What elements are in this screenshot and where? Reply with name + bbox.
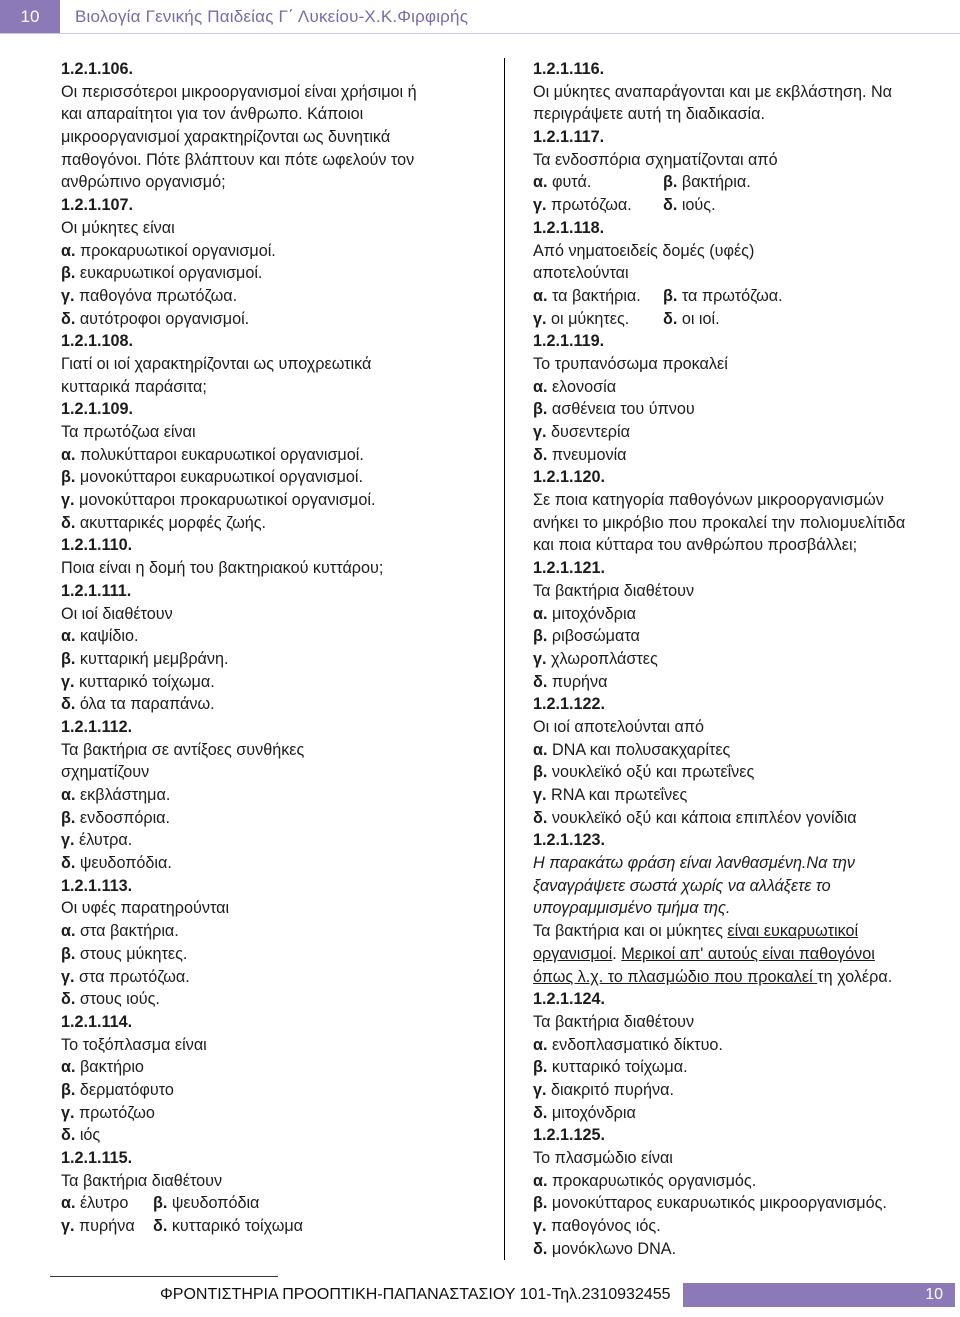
option-cell <box>533 171 663 194</box>
option-letter: γ. <box>61 286 75 305</box>
answer-option <box>61 829 491 852</box>
answer-option <box>61 1102 491 1125</box>
answer-option <box>61 648 491 671</box>
question-number: 1.2.1.117. <box>533 128 605 147</box>
text-line: Τα πρωτόζωα είναι <box>61 423 196 441</box>
underlined-text: Μερικοί απ' αυτούς είναι παθογόνοι <box>621 944 875 963</box>
option-letter: δ. <box>61 309 76 328</box>
text-line: και ποια κύτταρα του ανθρώπου προσβάλλει; <box>533 536 858 555</box>
option-letter: α. <box>533 173 548 192</box>
option-letter: γ. <box>61 967 75 986</box>
text-line <box>533 920 943 943</box>
text-line: Τα βακτήρια διαθέτουν <box>533 1012 695 1031</box>
option-text: δερματόφυτο <box>75 1080 174 1099</box>
option-letter: γ. <box>61 1217 75 1236</box>
option-letter: δ. <box>61 854 76 873</box>
option-text: βακτήριο <box>75 1058 144 1077</box>
question-number: 1.2.1.110. <box>61 536 133 555</box>
question-number: 1.2.1.112. <box>61 717 133 736</box>
option-cell <box>533 194 663 217</box>
option-letter: β. <box>663 286 678 305</box>
option-letter: β. <box>533 763 548 782</box>
option-letter: β. <box>61 264 76 283</box>
option-letter: α. <box>61 1194 76 1213</box>
option-letter: δ. <box>533 672 548 691</box>
answer-option <box>61 240 491 263</box>
option-letter: β. <box>153 1194 168 1213</box>
answer-option <box>533 1102 943 1125</box>
question-number: 1.2.1.122. <box>533 695 606 714</box>
option-letter: α. <box>533 740 548 759</box>
option-text: πρωτόζωο <box>74 1103 155 1122</box>
question-number: 1.2.1.120. <box>533 468 606 487</box>
answer-option <box>533 671 943 694</box>
answer-option <box>533 625 943 648</box>
option-letter: β. <box>533 627 548 646</box>
text-line: παθογόνοι. Πότε βλάπτουν και πότε ωφελούν τον <box>61 150 415 169</box>
option-text: ριβοσώματα <box>547 627 640 646</box>
text-line: Οι ιοί διαθέτουν <box>61 604 173 623</box>
option-text: οι ιοί. <box>677 309 720 328</box>
text-line: Οι υφές παρατηρούνται <box>61 899 230 918</box>
option-text: στα βακτήρια. <box>75 922 179 941</box>
left-column <box>61 58 491 1238</box>
option-letter: γ. <box>61 672 75 691</box>
option-cell <box>533 285 663 308</box>
option-letter: α. <box>61 241 76 260</box>
option-text: ιούς. <box>677 196 716 215</box>
option-letter: γ. <box>533 1217 547 1236</box>
text-line: Τα βακτήρια σε αντίξοες συνθήκες <box>61 740 305 759</box>
option-text: κυτταρικό τοίχωμα. <box>74 672 215 691</box>
answer-option <box>61 807 491 830</box>
option-letter: δ. <box>533 445 548 464</box>
option-letter: α. <box>533 1171 548 1190</box>
text-line: περιγράψετε αυτή τη διαδικασία. <box>533 105 765 124</box>
option-text: ψευδοπόδια <box>167 1194 260 1213</box>
answer-option <box>533 739 943 762</box>
option-letter: δ. <box>61 513 76 532</box>
option-letter: γ. <box>533 1080 547 1099</box>
header-rule <box>0 33 960 34</box>
option-text: φυτά. <box>547 173 592 192</box>
option-letter: β. <box>533 400 548 419</box>
option-text: ευκαρυωτικοί οργανισμοί. <box>75 264 263 283</box>
underlined-text: οργανισμοί <box>533 944 613 963</box>
answer-option <box>61 308 491 331</box>
answer-option <box>533 784 943 807</box>
option-letter: δ. <box>533 1239 548 1258</box>
underlined-text: όπως λ.χ. το πλασμώδιο που προκαλεί <box>533 967 818 986</box>
answer-option <box>533 648 943 671</box>
question-number: 1.2.1.114. <box>61 1012 133 1031</box>
option-letter: α. <box>61 445 76 464</box>
right-column <box>533 58 943 1260</box>
option-cell <box>61 1215 153 1238</box>
option-letter: β. <box>533 1194 548 1213</box>
answer-option <box>61 1192 491 1215</box>
answer-option <box>533 807 943 830</box>
text-line: και απαραίτητοι για τον άνθρωπο. Κάποιοι <box>61 105 364 124</box>
option-letter: γ. <box>533 196 547 215</box>
option-text: ψευδοπόδια. <box>75 854 172 873</box>
option-text: RNA και πρωτεΐνες <box>546 786 688 804</box>
option-text: έλυτρο <box>75 1194 129 1213</box>
text-line: Σε ποια κατηγορία παθογόνων μικροοργανισμών <box>533 491 884 510</box>
answer-option <box>533 1079 943 1102</box>
question-number: 1.2.1.125. <box>533 1126 606 1145</box>
option-letter: α. <box>61 627 76 646</box>
option-letter: γ. <box>533 309 547 328</box>
question-number: 1.2.1.119. <box>533 332 605 351</box>
text-line: Οι μύκητες είναι <box>61 218 175 237</box>
text-line: Από νηματοειδείς δομές (υφές) <box>533 241 755 260</box>
option-text: πολυκύτταροι ευκαρυωτικοί οργανισμοί. <box>75 445 364 464</box>
question-number: 1.2.1.111. <box>61 581 132 600</box>
option-text: πνευμονία <box>547 445 627 464</box>
option-text: διακριτό πυρήνα. <box>546 1080 674 1099</box>
answer-option <box>533 398 943 421</box>
option-text: πυρήνα <box>74 1217 135 1236</box>
option-text: πυρήνα <box>547 672 608 691</box>
option-letter: α. <box>533 286 548 305</box>
answer-option <box>61 671 491 694</box>
answer-option <box>61 966 491 989</box>
footer-rule <box>50 1276 278 1277</box>
option-text: κυτταρική μεμβράνη. <box>75 649 229 668</box>
option-letter: β. <box>61 1080 76 1099</box>
option-text: ακυτταρικές μορφές ζωής. <box>75 513 267 532</box>
answer-option <box>61 285 491 308</box>
answer-option <box>533 1192 943 1215</box>
option-text: μιτοχόνδρια <box>547 604 636 623</box>
text-line: Γιατί οι ιοί χαρακτηρίζονται ως υποχρεωτικά <box>61 354 372 373</box>
text-line: κυτταρικά παράσιτα; <box>61 377 207 396</box>
answer-option <box>61 1079 491 1102</box>
answer-option <box>61 1056 491 1079</box>
option-text: παθογόνος ιός. <box>546 1217 661 1236</box>
option-text: πρωτόζωα. <box>546 196 632 215</box>
answer-option <box>61 693 491 716</box>
option-letter: β. <box>61 808 76 827</box>
option-letter: δ. <box>61 695 76 714</box>
option-letter: β. <box>533 1058 548 1077</box>
option-letter: δ. <box>61 1126 76 1145</box>
question-number: 1.2.1.123. <box>533 831 606 850</box>
answer-option <box>61 988 491 1011</box>
option-letter: β. <box>61 944 76 963</box>
answer-option <box>533 761 943 784</box>
option-text: αυτότροφοι οργανισμοί. <box>75 309 250 328</box>
option-letter: δ. <box>61 990 76 1009</box>
answer-option <box>61 466 491 489</box>
option-cell <box>61 1192 153 1215</box>
answer-option <box>533 194 943 217</box>
option-text: ενδοσπόρια. <box>75 808 171 827</box>
text-line: Τα βακτήρια διαθέτουν <box>533 581 695 600</box>
option-text: ασθένεια του ύπνου <box>547 400 695 419</box>
text-line: Τα βακτήρια διαθέτουν <box>61 1171 223 1190</box>
option-text: νουκλεϊκό οξύ και πρωτεΐνες <box>547 763 755 782</box>
option-letter: δ. <box>533 808 548 827</box>
option-letter: α. <box>61 1058 76 1077</box>
answer-option <box>61 852 491 875</box>
answer-option <box>61 262 491 285</box>
answer-option <box>61 1124 491 1147</box>
answer-option <box>61 784 491 807</box>
text-line: Τα ενδοσπόρια σχηματίζονται από <box>533 150 778 169</box>
question-number: 1.2.1.108. <box>61 332 134 351</box>
option-text: ιός <box>75 1126 101 1145</box>
answer-option <box>533 421 943 444</box>
question-number: 1.2.1.109. <box>61 400 134 419</box>
question-number: 1.2.1.107. <box>61 196 134 215</box>
option-letter: α. <box>533 1035 548 1054</box>
option-letter: γ. <box>533 423 547 441</box>
option-text: μονόκλωνο DNA. <box>547 1239 677 1258</box>
option-text: οι μύκητες. <box>546 309 630 328</box>
answer-option <box>533 171 943 194</box>
answer-option <box>533 285 943 308</box>
answer-option <box>533 1238 943 1261</box>
option-text: βακτήρια. <box>677 173 751 192</box>
option-text: μονοκύτταρος ευκαρυωτικός μικροοργανισμός. <box>547 1194 887 1213</box>
option-letter: α. <box>61 922 76 941</box>
option-text: παθογόνα πρωτόζωα. <box>74 286 238 305</box>
option-letter: α. <box>533 377 548 396</box>
text-line: Οι ιοί αποτελούνται από <box>533 717 705 736</box>
text-line: Η παρακάτω φράση είναι λανθασμένη.Να την <box>533 854 855 873</box>
text-line: Οι μύκητες αναπαράγονται και με εκβλάστηση. Να <box>533 82 892 101</box>
option-letter: α. <box>61 786 76 804</box>
answer-option <box>533 376 943 399</box>
answer-option <box>533 603 943 626</box>
answer-option <box>61 625 491 648</box>
answer-option <box>533 1170 943 1193</box>
option-letter: γ. <box>61 831 75 850</box>
text-line: Το πλασμώδιο είναι <box>533 1149 673 1167</box>
option-letter: β. <box>663 173 678 192</box>
question-number: 1.2.1.124. <box>533 990 606 1009</box>
option-text: προκαρυωτικοί οργανισμοί. <box>75 241 276 260</box>
header-title: Βιολογία Γενικής Παιδείας Γ΄ Λυκείου-Χ.Κ.Φιρφιρής <box>75 7 469 26</box>
option-letter: α. <box>533 604 548 623</box>
option-text: μονοκύτταροι προκαρυωτικοί οργανισμοί. <box>74 491 376 510</box>
option-text: κυτταρικό τοίχωμα <box>167 1217 304 1236</box>
answer-option <box>61 444 491 467</box>
footer-page-number: 10 <box>925 1286 943 1303</box>
option-text: τα βακτήρια. <box>547 286 641 305</box>
footer-page-bar <box>683 1283 955 1307</box>
text-line: σχηματίζουν <box>61 763 150 782</box>
answer-option <box>533 1034 943 1057</box>
answer-option <box>61 920 491 943</box>
option-letter: δ. <box>533 1103 548 1122</box>
option-letter: γ. <box>533 649 547 668</box>
text-line: υπογραμμισμένο τμήμα της. <box>533 899 731 918</box>
question-number: 1.2.1.113. <box>61 876 133 895</box>
answer-option <box>61 489 491 512</box>
option-letter: δ. <box>663 196 678 215</box>
option-text: προκαρυωτικός οργανισμός. <box>547 1171 757 1190</box>
option-text: ελονοσία <box>547 377 617 396</box>
line-text: . <box>612 944 622 963</box>
header-page-number: 10 <box>0 0 60 33</box>
page-header <box>0 0 960 33</box>
option-text: στους ιούς. <box>75 990 160 1009</box>
text-line: μικροοργανισμοί χαρακτηρίζονται ως δυνητικά <box>61 128 391 147</box>
footer-text: ΦΡΟΝΤΙΣΤΗΡΙΑ ΠΡΟΟΠΤΙΚΗ-ΠΑΠΑΝΑΣΤΑΣΙΟΥ 101-Τηλ.2310932455 <box>160 1286 671 1303</box>
underlined-text: είναι ευκαρυωτικοί <box>727 922 859 941</box>
option-cell <box>533 308 663 331</box>
text-line: Οι περισσότεροι μικροοργανισμοί είναι χρήσιμοι ή <box>61 82 417 101</box>
question-number: 1.2.1.118. <box>533 218 605 237</box>
question-number: 1.2.1.121. <box>533 559 606 578</box>
text-line: ανήκει το μικρόβιο που προκαλεί την πολιομυελίτιδα <box>533 513 906 532</box>
option-letter: δ. <box>153 1217 168 1236</box>
text-line: αποτελούνται <box>533 264 629 283</box>
answer-option <box>533 1215 943 1238</box>
option-text: καψίδιο. <box>75 627 139 646</box>
option-text: έλυτρα. <box>74 831 133 850</box>
option-letter: γ. <box>533 786 547 804</box>
answer-option <box>533 1056 943 1079</box>
option-text: ενδοπλασματικό δίκτυο. <box>547 1035 723 1054</box>
line-text: τη χολέρα. <box>817 967 893 986</box>
column-divider <box>504 58 505 1260</box>
question-number: 1.2.1.106. <box>61 60 134 78</box>
question-number: 1.2.1.115. <box>61 1149 133 1167</box>
option-text: DNA και πολυσακχαρίτες <box>547 740 731 759</box>
answer-option <box>61 943 491 966</box>
text-line: ανθρώπινο οργανισμό; <box>61 173 226 192</box>
answer-option <box>61 1215 491 1238</box>
text-line <box>533 943 943 966</box>
answer-option <box>533 308 943 331</box>
option-text: χλωροπλάστες <box>546 649 658 668</box>
option-text: όλα τα παραπάνω. <box>75 695 215 714</box>
option-letter: β. <box>61 649 76 668</box>
option-text: δυσεντερία <box>546 423 630 441</box>
text-line <box>533 966 943 989</box>
text-line: Ποια είναι η δομή του βακτηριακού κυττάρου; <box>61 559 384 578</box>
option-text: στα πρωτόζωα. <box>74 967 190 986</box>
option-text: εκβλάστημα. <box>75 786 171 804</box>
text-line: Το τρυπανόσωμα προκαλεί <box>533 354 728 373</box>
option-text: μονοκύτταροι ευκαρυωτικοί οργανισμοί. <box>75 468 364 487</box>
line-text: Τα βακτήρια και οι μύκητες <box>533 922 728 941</box>
option-letter: γ. <box>61 1103 75 1122</box>
option-text: τα πρωτόζωα. <box>677 286 783 305</box>
text-line: ξαναγράψετε σωστά χωρίς να αλλάξετε το <box>533 876 831 895</box>
option-text: μιτοχόνδρια <box>547 1103 636 1122</box>
option-text: κυτταρικό τοίχωμα. <box>547 1058 688 1077</box>
text-line: Το τοξόπλασμα είναι <box>61 1035 207 1054</box>
option-letter: β. <box>61 468 76 487</box>
option-text: στους μύκητες. <box>75 944 188 963</box>
question-number: 1.2.1.116. <box>533 60 605 78</box>
option-letter: δ. <box>663 309 678 328</box>
answer-option <box>61 512 491 535</box>
option-text: νουκλεϊκό οξύ και κάποια επιπλέον γονίδια <box>547 808 857 827</box>
answer-option <box>533 444 943 467</box>
option-letter: γ. <box>61 491 75 510</box>
